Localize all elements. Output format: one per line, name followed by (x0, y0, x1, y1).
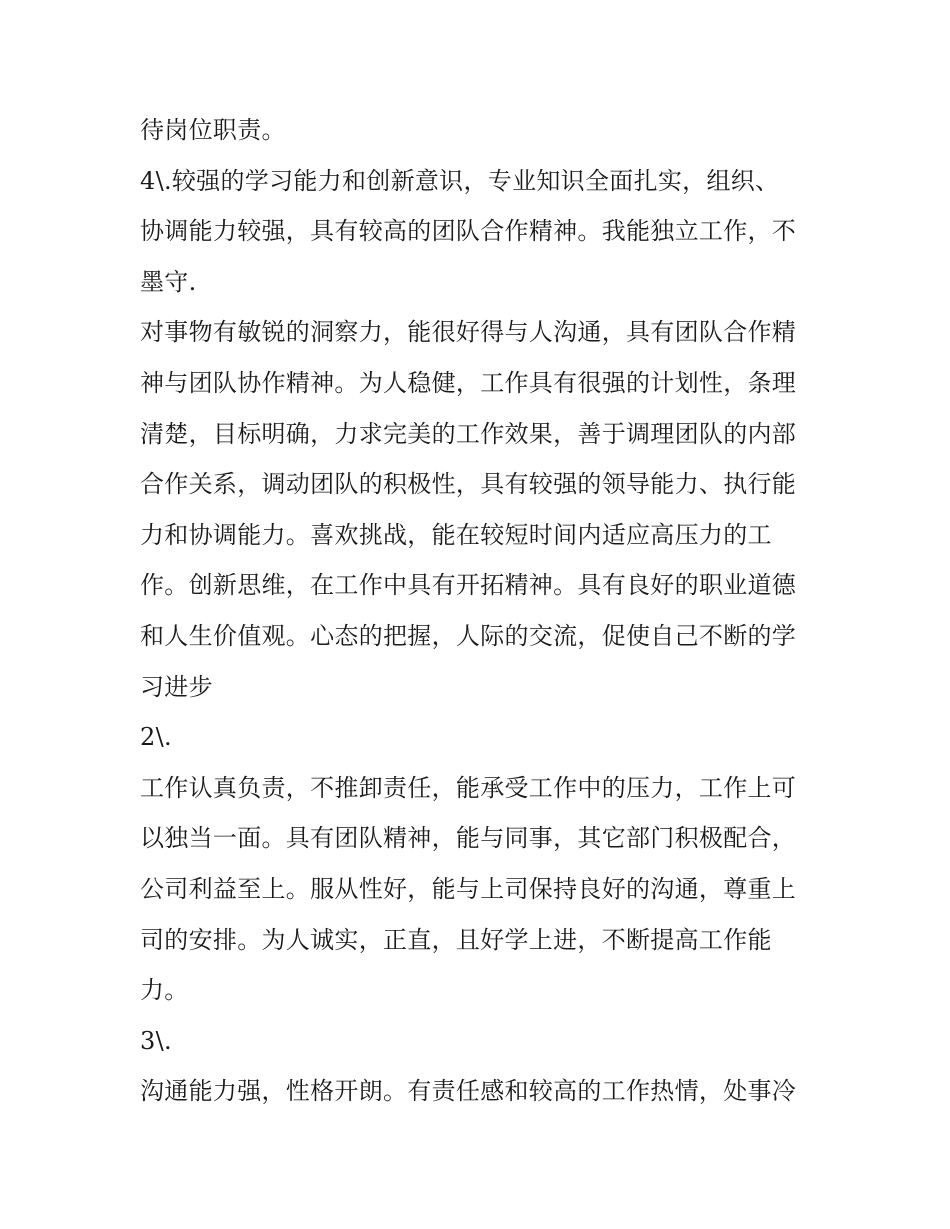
text-line: 沟通能力强，性格开朗。有责任感和较高的工作热情，处事冷 (140, 1077, 797, 1106)
text-line: 司的安排。为人诚实，正直，且好学上进，不断提高工作能 (140, 925, 772, 954)
text-line: 神与团队协作精神。为人稳健，工作具有很强的计划性，条理 (140, 368, 797, 397)
text-line: 以独当一面。具有团队精神，能与同事，其它部门积极配合， (140, 824, 797, 853)
text-line: 3\. (140, 1026, 172, 1055)
text-line: 习进步 (140, 672, 213, 701)
document-body (140, 105, 820, 1117)
text-line: 2\. (140, 723, 172, 752)
text-line: 清楚，目标明确，力求完美的工作效果，善于调理团队的内部 (140, 419, 797, 448)
text-line: 墨守. (140, 267, 197, 296)
text-line: 力和协调能力。喜欢挑战，能在较短时间内适应高压力的工 (140, 520, 772, 549)
text-line: 对事物有敏锐的洞察力，能很好得与人沟通，具有团队合作精 (140, 318, 797, 347)
text-line: 合作关系，调动团队的积极性，具有较强的领导能力、执行能 (140, 470, 797, 499)
text-line: 4\.较强的学习能力和创新意识，专业知识全面扎实，组织、 (140, 166, 780, 195)
text-line: 和人生价值观。心态的把握，人际的交流，促使自己不断的学 (140, 621, 797, 650)
text-line: 协调能力较强，具有较高的团队合作精神。我能独立工作，不 (140, 217, 797, 246)
text-line: 公司利益至上。服从性好，能与上司保持良好的沟通，尊重上 (140, 874, 797, 903)
text-line: 待岗位职责。 (140, 116, 286, 144)
text-line: 工作认真负责，不推卸责任，能承受工作中的压力，工作上可 (140, 773, 797, 802)
text-line: 作。创新思维，在工作中具有开拓精神。具有良好的职业道德 (140, 571, 797, 600)
text-line: 力。 (140, 976, 189, 1005)
